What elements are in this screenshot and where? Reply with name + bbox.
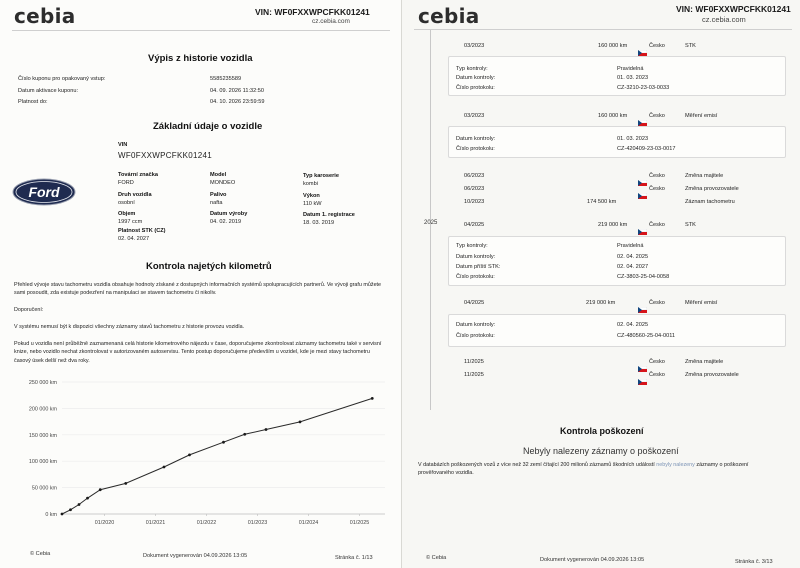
- event-country: Česko: [649, 173, 665, 179]
- event-type: STK: [685, 43, 696, 49]
- field-value-first-registration: 18. 03. 2019: [303, 220, 335, 226]
- mileage-data-point: [265, 428, 268, 431]
- field-value-power: 110 kW: [303, 201, 322, 207]
- detail-value: CZ-3803-25-04-0058: [617, 274, 670, 280]
- event-type: STK: [685, 222, 696, 228]
- field-label-model: Model: [210, 172, 227, 178]
- y-tick-label: 150 000 km: [28, 432, 57, 439]
- event-km: 174 500 km: [587, 199, 617, 205]
- detail-value: 02. 04. 2025: [617, 254, 649, 260]
- header-divider: [12, 30, 390, 31]
- y-tick-label: 250 000 km: [28, 380, 57, 386]
- mileage-data-point: [163, 466, 166, 469]
- detail-label: Datum kontroly:: [456, 75, 496, 81]
- header-site-link[interactable]: cz.cebia.com: [702, 15, 746, 24]
- field-value-kind: osobní: [118, 200, 135, 206]
- activation-value: 04. 09. 2026 11:32:50: [210, 88, 265, 94]
- footer-copyright: © Cebia: [426, 555, 447, 561]
- field-label-stk: Platnost STK (CZ): [118, 228, 166, 234]
- flag-cz-icon: [638, 186, 647, 204]
- mileage-section-title: Kontrola najetých kilometrů: [146, 261, 272, 272]
- valid-until-label: Platnost do:: [18, 99, 48, 105]
- damage-section-title: Kontrola poškození: [560, 426, 644, 436]
- coupon-value: 5585235589: [210, 76, 242, 82]
- detail-label: Datum kontroly:: [456, 254, 496, 260]
- header-vin: VIN: WF0FXXWPCFKK01241: [676, 4, 791, 14]
- basic-info-title: Základní údaje o vozidle: [153, 121, 263, 132]
- field-label-first-registration: Datum 1. registrace: [303, 212, 355, 218]
- event-country: Česko: [649, 300, 665, 306]
- valid-until-value: 04. 10. 2026 23:59:59: [210, 99, 265, 105]
- recommendation-heading: Doporučení:: [14, 307, 44, 313]
- footer-copyright: © Cebia: [30, 551, 51, 557]
- mileage-data-point: [243, 433, 246, 436]
- event-country: Česko: [649, 372, 665, 378]
- ford-logo-text: Ford: [28, 184, 60, 200]
- header-divider: [414, 29, 792, 30]
- x-tick-label: 01/2025: [349, 520, 370, 526]
- field-value-model: MONDEO: [210, 180, 236, 186]
- field-value-body: kombi: [303, 181, 318, 187]
- event-km: 219 000 km: [598, 222, 628, 228]
- event-km: 160 000 km: [598, 113, 628, 119]
- header-vin: VIN: WF0FXXWPCFKK01241: [255, 7, 370, 17]
- mileage-data-point: [124, 482, 127, 485]
- event-country: Česko: [649, 222, 665, 228]
- report-page-3: [402, 0, 800, 568]
- vin-value: WF0FXXWPCFKK01241: [118, 151, 213, 160]
- event-country: Česko: [649, 359, 665, 365]
- event-type: Záznam tachometru: [685, 199, 735, 205]
- x-tick-label: 01/2023: [247, 520, 268, 526]
- x-tick-label: 01/2022: [196, 520, 217, 526]
- damage-text-line2: prověřovaného vozidla.: [418, 470, 474, 476]
- event-date: 11/2025: [464, 359, 484, 365]
- vin-label: VIN: [118, 142, 128, 148]
- detail-value: CZ-480560-25-04-0011: [617, 333, 676, 339]
- event-type: Změna provozovatele: [685, 186, 739, 192]
- event-date: 04/2025: [464, 222, 485, 228]
- event-date: 10/2023: [464, 199, 485, 205]
- field-value-volume: 1997 ccm: [118, 219, 143, 225]
- ford-logo: [12, 178, 76, 206]
- event-detail-card: [448, 314, 786, 347]
- x-tick-label: 01/2021: [145, 520, 166, 526]
- footer-generated: Dokument vygenerován 04.09.2026 13:05: [143, 553, 248, 559]
- mileage-data-point: [99, 488, 102, 491]
- event-date: 06/2023: [464, 186, 485, 192]
- detail-label: Číslo protokolu:: [456, 274, 495, 280]
- event-type: Měření emisí: [685, 300, 718, 306]
- footer-generated: Dokument vygenerován 04.09.2026 13:05: [540, 557, 645, 563]
- field-value-brand: FORD: [118, 180, 134, 186]
- detail-label: Číslo protokolu:: [456, 333, 495, 339]
- detail-value: Pravidelná: [617, 243, 644, 249]
- mileage-series-line: [62, 398, 372, 514]
- field-label-body: Typ karoserie: [303, 173, 339, 179]
- mileage-data-point: [69, 508, 72, 511]
- damage-text-part: V databázích poškozených vozů z více než 32 zemí čítající 200 milionů záznamů škodních událostí: [418, 462, 655, 468]
- cebia-logo: cebia: [14, 4, 76, 28]
- recommendation-text-1: V systému nemusí být k dispozici všechny záznamy stavů tachometru z historie provozu vozidla.: [14, 324, 245, 330]
- event-km: 219 000 km: [586, 300, 616, 306]
- timeline-year-2025: 2025: [424, 220, 438, 226]
- damage-subtitle: Nebyly nalezeny záznamy o poškození: [523, 446, 679, 456]
- event-type: Změna majitele: [685, 359, 724, 365]
- field-value-production-date: 04. 02. 2019: [210, 219, 242, 225]
- cebia-logo: cebia: [418, 4, 480, 28]
- event-country: Česko: [649, 43, 665, 49]
- detail-value: CZ-3210-23-03-0033: [617, 85, 670, 91]
- footer-page-number: Stránka č. 3/13: [735, 559, 773, 565]
- detail-label: Datum kontroly:: [456, 136, 496, 142]
- detail-value: 02. 04. 2025: [617, 322, 649, 328]
- field-value-fuel: nafta: [210, 200, 223, 206]
- detail-value: 01. 03. 2023: [617, 136, 649, 142]
- field-label-brand: Tovární značka: [118, 172, 158, 178]
- detail-label: Typ kontroly:: [456, 243, 488, 249]
- field-label-volume: Objem: [118, 211, 136, 217]
- detail-value: Pravidelná: [617, 66, 644, 72]
- event-country: Česko: [649, 186, 665, 192]
- y-tick-label: 200 000 km: [28, 406, 57, 413]
- detail-value: 02. 04. 2027: [617, 264, 649, 270]
- mileage-intro-text: Přehled vývoje stavu tachometru vozidla obsahuje hodnoty získané z dostupných informačních systémů spolupracujících partnerů. Ve vývoji grafu můžete sami posoudit, zda existuje podezření na manipulaci se stavem tachometru či nikoliv.: [14, 282, 382, 297]
- detail-label: Datum příští STK:: [456, 264, 501, 270]
- event-date: 06/2023: [464, 173, 485, 179]
- flag-cz-icon: [638, 372, 647, 390]
- event-date: 03/2023: [464, 113, 485, 119]
- damage-text-part: záznamy o poškození: [696, 462, 749, 468]
- event-type: Změna provozovatele: [685, 372, 739, 378]
- detail-label: Číslo protokolu:: [456, 85, 495, 91]
- field-label-fuel: Palivo: [210, 192, 227, 198]
- coupon-label: Číslo kuponu pro opakovaný vstup:: [18, 76, 106, 82]
- damage-text: [418, 462, 749, 468]
- event-type: Měření emisí: [685, 113, 718, 119]
- field-label-power: Výkon: [303, 193, 320, 199]
- x-tick-label: 01/2020: [94, 520, 115, 526]
- damage-highlight: nebyly nalezeny: [656, 462, 695, 468]
- event-country: Česko: [649, 113, 665, 119]
- header-site-link[interactable]: cz.cebia.com: [312, 18, 350, 25]
- detail-label: Typ kontroly:: [456, 66, 488, 72]
- event-km: 160 000 km: [598, 43, 628, 49]
- mileage-data-point: [188, 453, 191, 456]
- mileage-data-point: [61, 513, 64, 516]
- mileage-data-point: [299, 420, 302, 423]
- y-tick-label: 100 000 km: [28, 459, 57, 466]
- y-tick-label: 50 000 km: [31, 485, 57, 492]
- footer-page-number: Stránka č. 1/13: [335, 555, 373, 561]
- detail-value: 01. 03. 2023: [617, 75, 649, 81]
- event-detail-card: [448, 126, 786, 158]
- detail-label: Datum kontroly:: [456, 322, 496, 328]
- mileage-data-point: [371, 397, 374, 400]
- detail-label: Číslo protokolu:: [456, 146, 495, 152]
- mileage-data-point: [222, 441, 225, 444]
- x-tick-label: 01/2024: [298, 520, 319, 526]
- y-tick-label: 0 km: [45, 512, 57, 518]
- detail-value: CZ-420409-23-03-0017: [617, 146, 676, 152]
- mileage-chart: [0, 372, 401, 530]
- mileage-data-point: [78, 503, 81, 506]
- mileage-data-point: [86, 497, 89, 500]
- field-value-stk: 02. 04. 2027: [118, 236, 150, 242]
- event-date: 04/2025: [464, 300, 485, 306]
- activation-label: Datum aktivace kuponu:: [18, 88, 79, 94]
- recommendation-text-2: Pokud u vozidla není průběžně zaznamenaná celá historie kilometrového nájezdu v čase, doporučujeme zkontrolovat záznamy tachometru také v servisní knize, nebo vozidlo nechat zkontrolovat v autorizovaném autoservisu. Tento postup doporučujeme především u vozidel, kde je mezi stavy tachometru časový úsek delší než dva roky.: [14, 341, 382, 364]
- event-date: 11/2025: [464, 372, 484, 378]
- field-label-production-date: Datum výroby: [210, 211, 248, 217]
- page-title: Výpis z historie vozidla: [148, 53, 253, 64]
- field-label-kind: Druh vozidla: [118, 192, 152, 198]
- event-type: Změna majitele: [685, 173, 724, 179]
- event-date: 03/2023: [464, 43, 485, 49]
